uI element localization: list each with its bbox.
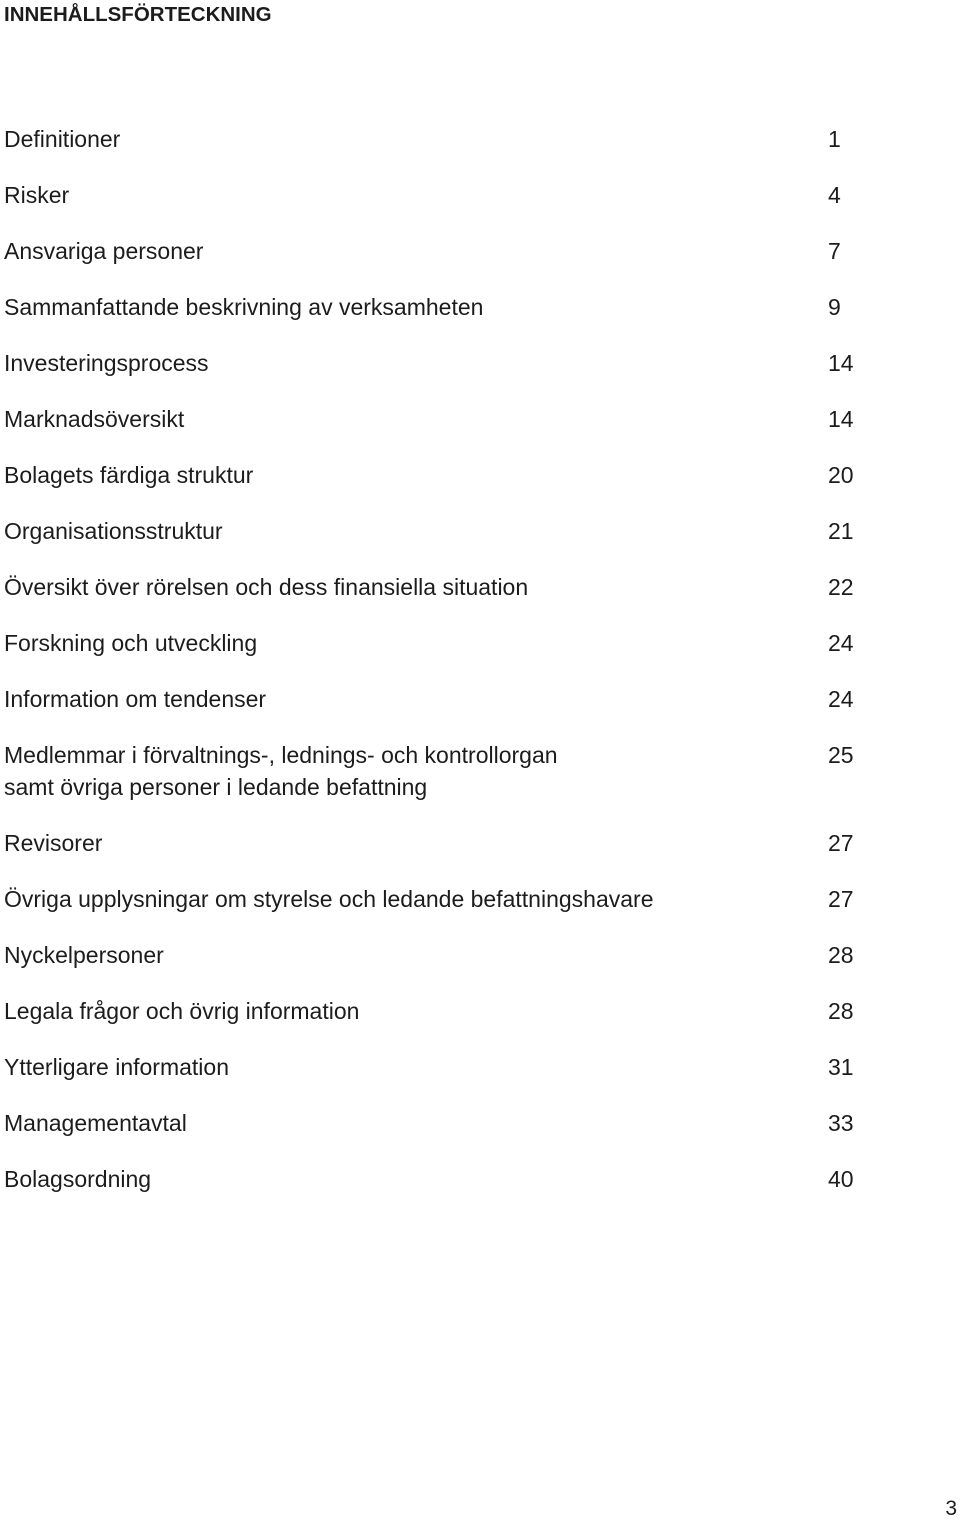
toc-entry-title [4, 235, 904, 267]
toc-entry-title-line: Investeringsprocess [4, 350, 209, 376]
toc-entry [4, 739, 904, 803]
toc-entry-page-number: 7 [828, 238, 841, 264]
toc-entry-page-number: 27 [828, 830, 854, 856]
toc-entry-title-line: Forskning och utveckling [4, 630, 258, 656]
toc-entry-title-line: Ytterligare information [4, 1054, 229, 1080]
toc-entry-title-line: Översikt över rörelsen och dess finansiella situation [4, 574, 529, 600]
toc-entry-title-line: Bolagsordning [4, 1166, 152, 1192]
toc-entry-title [4, 515, 904, 547]
toc-entry-page-number: 9 [828, 294, 841, 320]
toc-entry-page-number: 28 [828, 942, 854, 968]
toc-entry-title [4, 459, 904, 491]
toc-entry-title-line: Information om tendenser [4, 686, 267, 712]
toc-entry-page-number: 31 [828, 1054, 854, 1080]
toc-entry-title [4, 683, 904, 715]
toc-entry [4, 939, 904, 971]
toc-entry-title [4, 291, 904, 323]
toc-entry-title-line: samt övriga personer i ledande befattning [4, 774, 428, 800]
toc-entry-page-number: 40 [828, 1166, 854, 1192]
toc-entry-title-line: Nyckelpersoner [4, 942, 164, 968]
toc-entry [4, 403, 904, 435]
toc-entry-title-line: Managementavtal [4, 1110, 187, 1136]
toc-entry-title-line: Organisationsstruktur [4, 518, 223, 544]
toc-entry [4, 459, 904, 491]
toc-entry [4, 179, 904, 211]
toc-entry-title-line: Ansvariga personer [4, 238, 204, 264]
toc-entry [4, 827, 904, 859]
toc-entry-title [4, 827, 904, 859]
toc-entry-title [4, 403, 904, 435]
toc-entry-title-line: Medlemmar i förvaltnings-, lednings- och kontrollorgan [4, 742, 558, 768]
toc-entry-title [4, 995, 904, 1027]
toc-entry-title [4, 1163, 904, 1195]
table-of-contents [4, 123, 904, 1219]
toc-entry [4, 1163, 904, 1195]
toc-entry-page-number: 20 [828, 462, 854, 488]
toc-entry-title [4, 571, 904, 603]
toc-entry-page-number: 4 [828, 182, 841, 208]
toc-entry-page-number: 1 [828, 126, 841, 152]
toc-entry-title-line: Sammanfattande beskrivning av verksamheten [4, 294, 484, 320]
toc-entry-title [4, 739, 904, 803]
page-number: 3 [945, 1497, 957, 1520]
toc-entry-title [4, 939, 904, 971]
toc-entry-title [4, 627, 904, 659]
toc-entry [4, 123, 904, 155]
toc-entry-page-number: 14 [828, 406, 854, 432]
toc-entry [4, 1107, 904, 1139]
toc-entry-title [4, 1107, 904, 1139]
toc-entry-page-number: 22 [828, 574, 854, 600]
toc-entry [4, 683, 904, 715]
toc-entry-title [4, 883, 904, 915]
toc-entry-title-line: Övriga upplysningar om styrelse och ledande befattningshavare [4, 886, 654, 912]
toc-entry-page-number: 21 [828, 518, 854, 544]
toc-entry-title [4, 347, 904, 379]
toc-entry [4, 571, 904, 603]
toc-entry [4, 883, 904, 915]
toc-entry-page-number: 24 [828, 686, 854, 712]
toc-entry [4, 347, 904, 379]
toc-entry-title-line: Definitioner [4, 126, 121, 152]
toc-entry-title-line: Revisorer [4, 830, 103, 856]
toc-entry [4, 515, 904, 547]
toc-entry [4, 235, 904, 267]
toc-entry-title-line: Marknadsöversikt [4, 406, 185, 432]
toc-entry-title-line: Bolagets färdiga struktur [4, 462, 254, 488]
toc-entry [4, 995, 904, 1027]
toc-entry-title-line: Risker [4, 182, 70, 208]
toc-entry-title [4, 1051, 904, 1083]
page-title: INNEHÅLLSFÖRTECKNING [4, 3, 272, 26]
toc-entry-page-number: 27 [828, 886, 854, 912]
toc-entry-page-number: 14 [828, 350, 854, 376]
toc-entry [4, 627, 904, 659]
toc-entry-page-number: 33 [828, 1110, 854, 1136]
toc-entry-title [4, 123, 904, 155]
toc-entry-page-number: 25 [828, 742, 854, 768]
toc-entry [4, 1051, 904, 1083]
toc-entry-title [4, 179, 904, 211]
toc-entry-page-number: 24 [828, 630, 854, 656]
toc-entry-title-line: Legala frågor och övrig information [4, 998, 360, 1024]
toc-entry-page-number: 28 [828, 998, 854, 1024]
toc-entry [4, 291, 904, 323]
